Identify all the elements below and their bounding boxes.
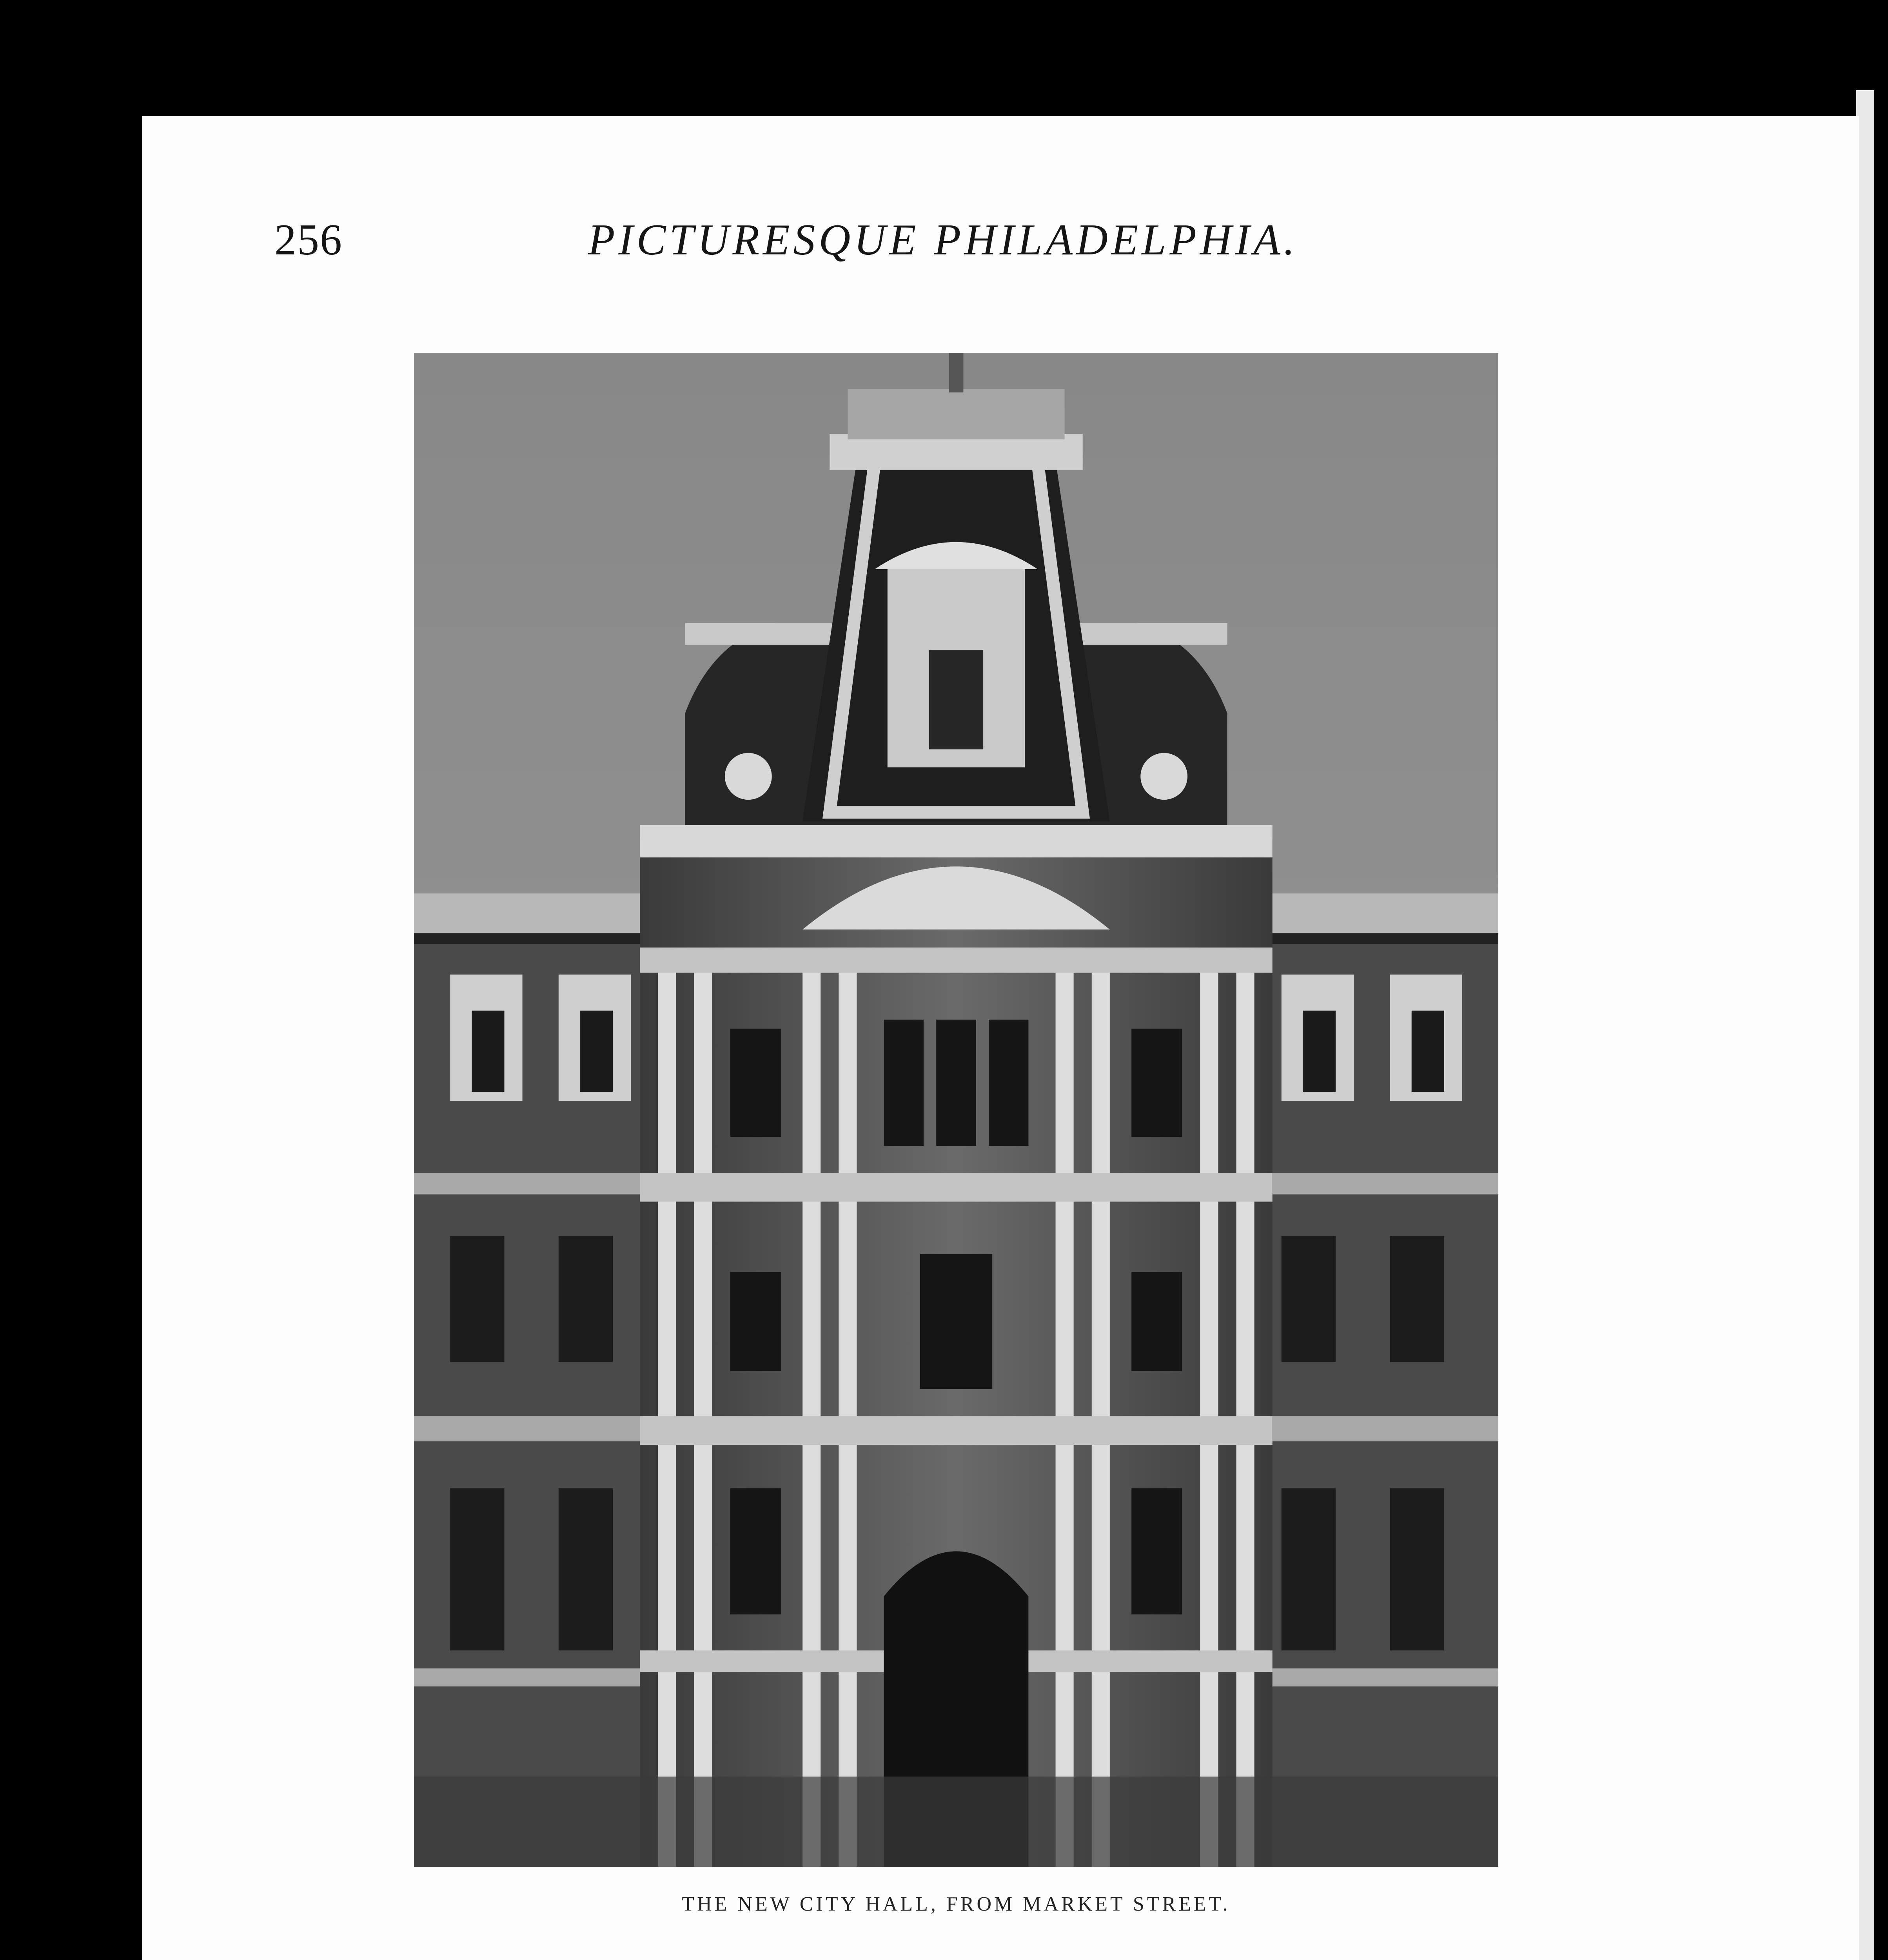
figure-caption: THE NEW CITY HALL, FROM MARKET STREET. — [682, 1893, 1231, 1915]
running-title: PICTURESQUE PHILADELPHIA. — [588, 216, 1298, 264]
city-hall-illustration — [414, 353, 1498, 1867]
city-hall-photograph — [414, 353, 1498, 1867]
page-number: 256 — [274, 216, 343, 264]
